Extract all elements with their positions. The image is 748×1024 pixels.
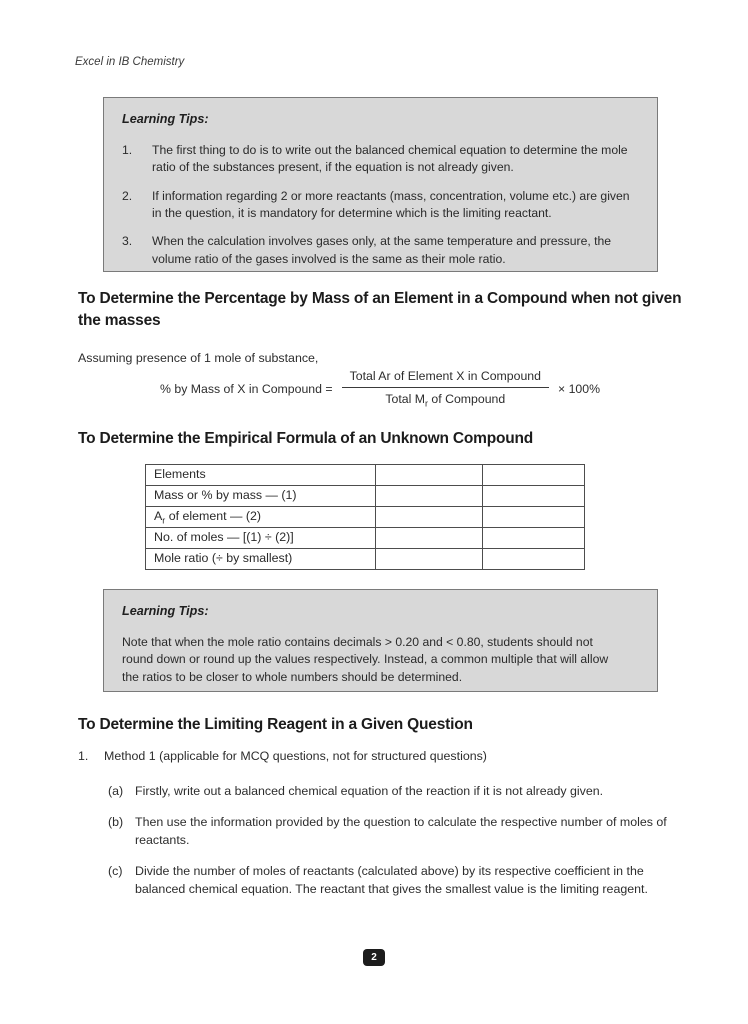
step-item [108, 814, 678, 850]
fraction-denominator [342, 388, 549, 408]
row-label-sub: r [162, 515, 166, 526]
empty-cell [483, 507, 585, 528]
row-label-cell [146, 549, 376, 570]
denominator-rest: of Compound [427, 392, 506, 406]
denominator-main: Total M [385, 392, 425, 406]
table-row [146, 549, 585, 570]
section-heading-limiting: To Determine the Limiting Reagent in a Given Question [78, 716, 473, 733]
tip-text: When the calculation involves gases only, at the same temperature and pressure, the volume ratio of the gases involved is the same as their mole ratio. [152, 234, 612, 266]
formula-lhs: % by Mass of X in Compound = [160, 381, 333, 396]
section-heading-empirical: To Determine the Empirical Formula of an Unknown Compound [78, 430, 534, 447]
step-text: Firstly, write out a balanced chemical equation of the reaction if it is not already given. [135, 783, 604, 798]
table-row [146, 528, 585, 549]
learning-tips-title: Learning Tips: [122, 112, 209, 126]
tip-text: The first thing to do is to write out the balanced chemical equation to determine the mole ratio of the substances present, if the equation is not already given. [152, 142, 628, 175]
tip-item [122, 142, 641, 177]
section-heading-percent-mass: To Determine the Percentage by Mass of an Element in a Compound when not given the masses [78, 290, 682, 330]
empty-cell [483, 465, 585, 486]
row-label-cell [146, 486, 376, 507]
assumption-line: Assuming presence of 1 mole of substance, [78, 351, 319, 365]
empty-cell [375, 507, 483, 528]
empirical-formula-table [145, 464, 585, 570]
empty-cell [375, 465, 483, 486]
method-text: Method 1 (applicable for MCQ questions, not for structured questions) [104, 749, 487, 763]
step-marker: (c) [108, 863, 123, 878]
row-label-cell [146, 465, 376, 486]
formula-multiplier: × 100% [557, 381, 601, 396]
step-item [108, 783, 678, 801]
percent-mass-formula [160, 369, 600, 408]
method-item [78, 748, 678, 766]
empty-cell [483, 549, 585, 570]
table-row [146, 507, 585, 528]
learning-tips-box-2 [103, 589, 658, 692]
step-marker: (a) [108, 783, 124, 798]
limiting-section-body [78, 748, 678, 912]
running-header: Excel in IB Chemistry [75, 56, 185, 68]
row-label: Mass or % by mass — (1) [154, 487, 297, 502]
tip-item [122, 233, 641, 268]
learning-tips-title: Learning Tips: [122, 604, 209, 618]
row-label: A [154, 508, 163, 523]
table-row [146, 465, 585, 486]
step-marker: (b) [108, 814, 124, 829]
fraction-numerator: Total Ar of Element X in Compound [342, 369, 549, 388]
table-row [146, 486, 585, 507]
empty-cell [483, 486, 585, 507]
empty-cell [375, 528, 483, 549]
step-item [108, 863, 678, 899]
empty-cell [375, 549, 483, 570]
tip-item [122, 188, 641, 223]
learning-tips-box-1 [103, 97, 658, 272]
step-text: Then use the information provided by the question to calculate the respective number of moles of reactants. [135, 814, 667, 847]
tip-paragraph: Note that when the mole ratio contains decimals > 0.20 and < 0.80, students should not round down or round up the values respectively. Instead, a common multiple that will allow the ratios to be closer to whole numbers should be determined. [122, 634, 609, 684]
tip-number: 3. [122, 234, 133, 249]
row-label: Mole ratio (÷ by smallest) [154, 550, 293, 565]
row-label-cell [146, 528, 376, 549]
row-label: Elements [154, 466, 206, 481]
tip-number: 1. [122, 142, 133, 157]
step-text: Divide the number of moles of reactants (calculated above) by its respective coefficient in the balanced chemical equation. The reactant that gives the smallest value is the limiting reagent. [135, 863, 648, 896]
row-label-rest: of element — (2) [165, 508, 261, 523]
empty-cell [375, 486, 483, 507]
tip-text: If information regarding 2 or more reactants (mass, concentration, volume etc.) are given in the question, it is mandatory for determine which is the limiting reactant. [152, 188, 630, 220]
method-number: 1. [78, 749, 89, 763]
tip-number: 2. [122, 188, 133, 203]
denominator-subscript: r [424, 398, 428, 409]
row-label-cell [146, 507, 376, 528]
formula-fraction [342, 369, 549, 408]
page-number-badge: 2 [363, 949, 385, 966]
empty-cell [483, 528, 585, 549]
row-label: No. of moles — [(1) ÷ (2)] [154, 529, 294, 544]
